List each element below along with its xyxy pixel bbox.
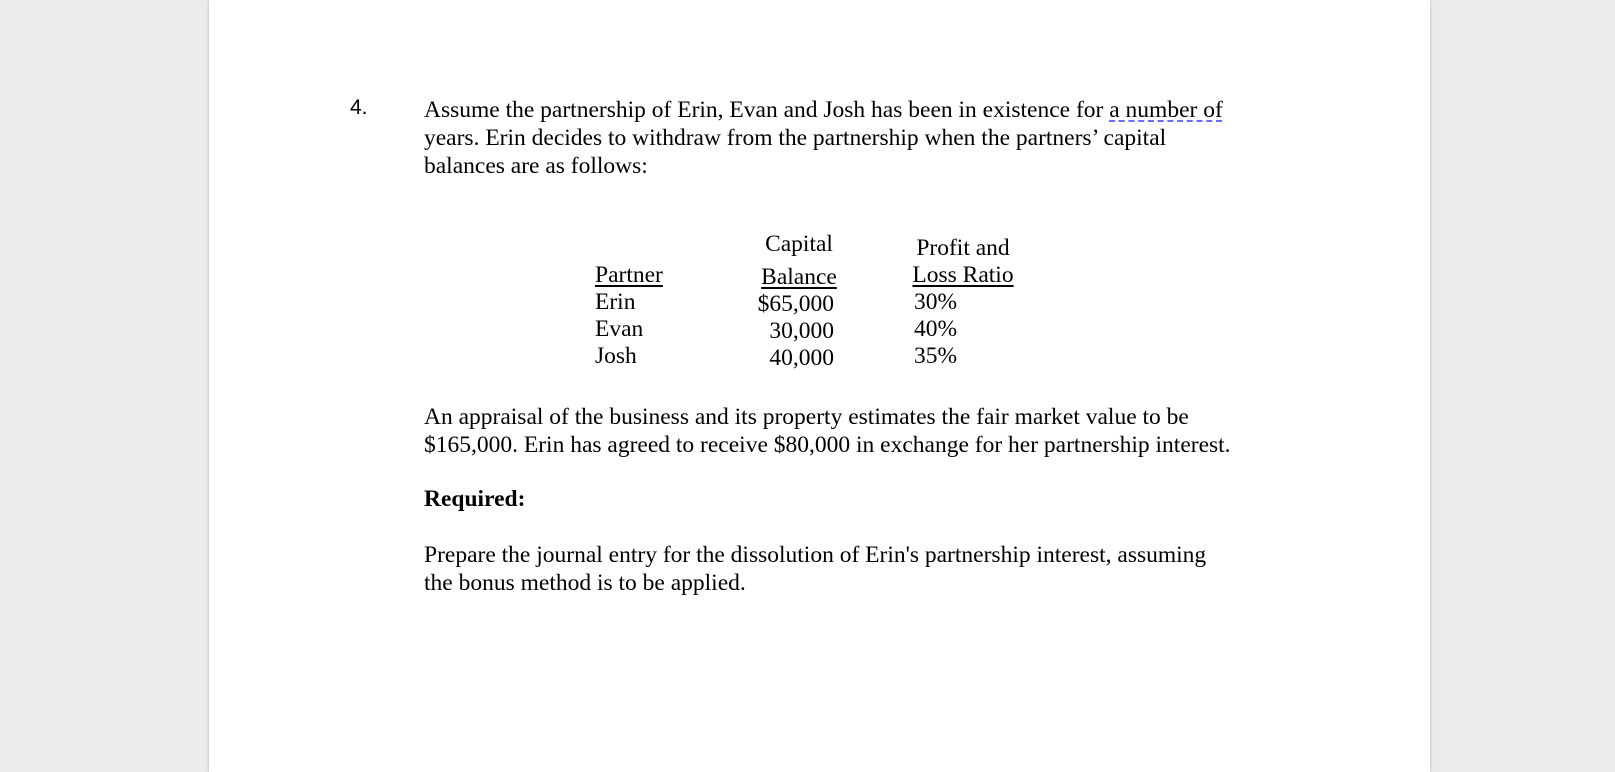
intro-line-2: years. Erin decides to withdraw from the partnership when the partners’ capital (424, 125, 1167, 151)
instruction-paragraph (424, 541, 1206, 597)
capital-cell: $65,000 (757, 291, 834, 317)
question-number: 4. (350, 96, 368, 119)
partner-cell: Josh (595, 343, 637, 369)
instruction-line-2: the bonus method is to be applied. (424, 570, 746, 596)
profit-loss-ratio-column (893, 235, 1033, 370)
capital-cell: 30,000 (769, 318, 834, 344)
partner-cell: Erin (595, 289, 636, 315)
appraisal-paragraph (424, 403, 1231, 459)
appraisal-line-2: $165,000. Erin has agreed to receive $80,000 in exchange for her partnership interest. (424, 432, 1231, 458)
ratio-cell: 40% (914, 316, 958, 342)
intro-paragraph (424, 96, 1223, 180)
intro-line-1: Assume the partnership of Erin, Evan and Josh has been in existence for a number of (424, 97, 1223, 123)
grammar-flagged-phrase[interactable]: a number of (1109, 97, 1223, 123)
ratio-cell: 30% (914, 289, 958, 315)
capital-header-line1: Capital (765, 231, 833, 257)
ratio-header-line1: Profit and (916, 235, 1010, 261)
ratio-header-line2: Loss Ratio (912, 262, 1014, 288)
capital-header-line2: Balance (761, 264, 837, 290)
required-heading: Required: (424, 486, 526, 512)
instruction-line-1: Prepare the journal entry for the dissolution of Erin's partnership interest, assuming (424, 542, 1207, 568)
document-page (209, 0, 1430, 772)
partner-column (595, 262, 663, 370)
partner-cell: Evan (595, 316, 644, 342)
partner-header: Partner (595, 262, 663, 288)
capital-balance-column (739, 231, 859, 372)
appraisal-line-1: An appraisal of the business and its property estimates the fair market value to be (424, 404, 1189, 430)
capital-cell: 40,000 (769, 345, 834, 371)
intro-line-3: balances are as follows: (424, 153, 648, 179)
ratio-cell: 35% (914, 343, 958, 369)
